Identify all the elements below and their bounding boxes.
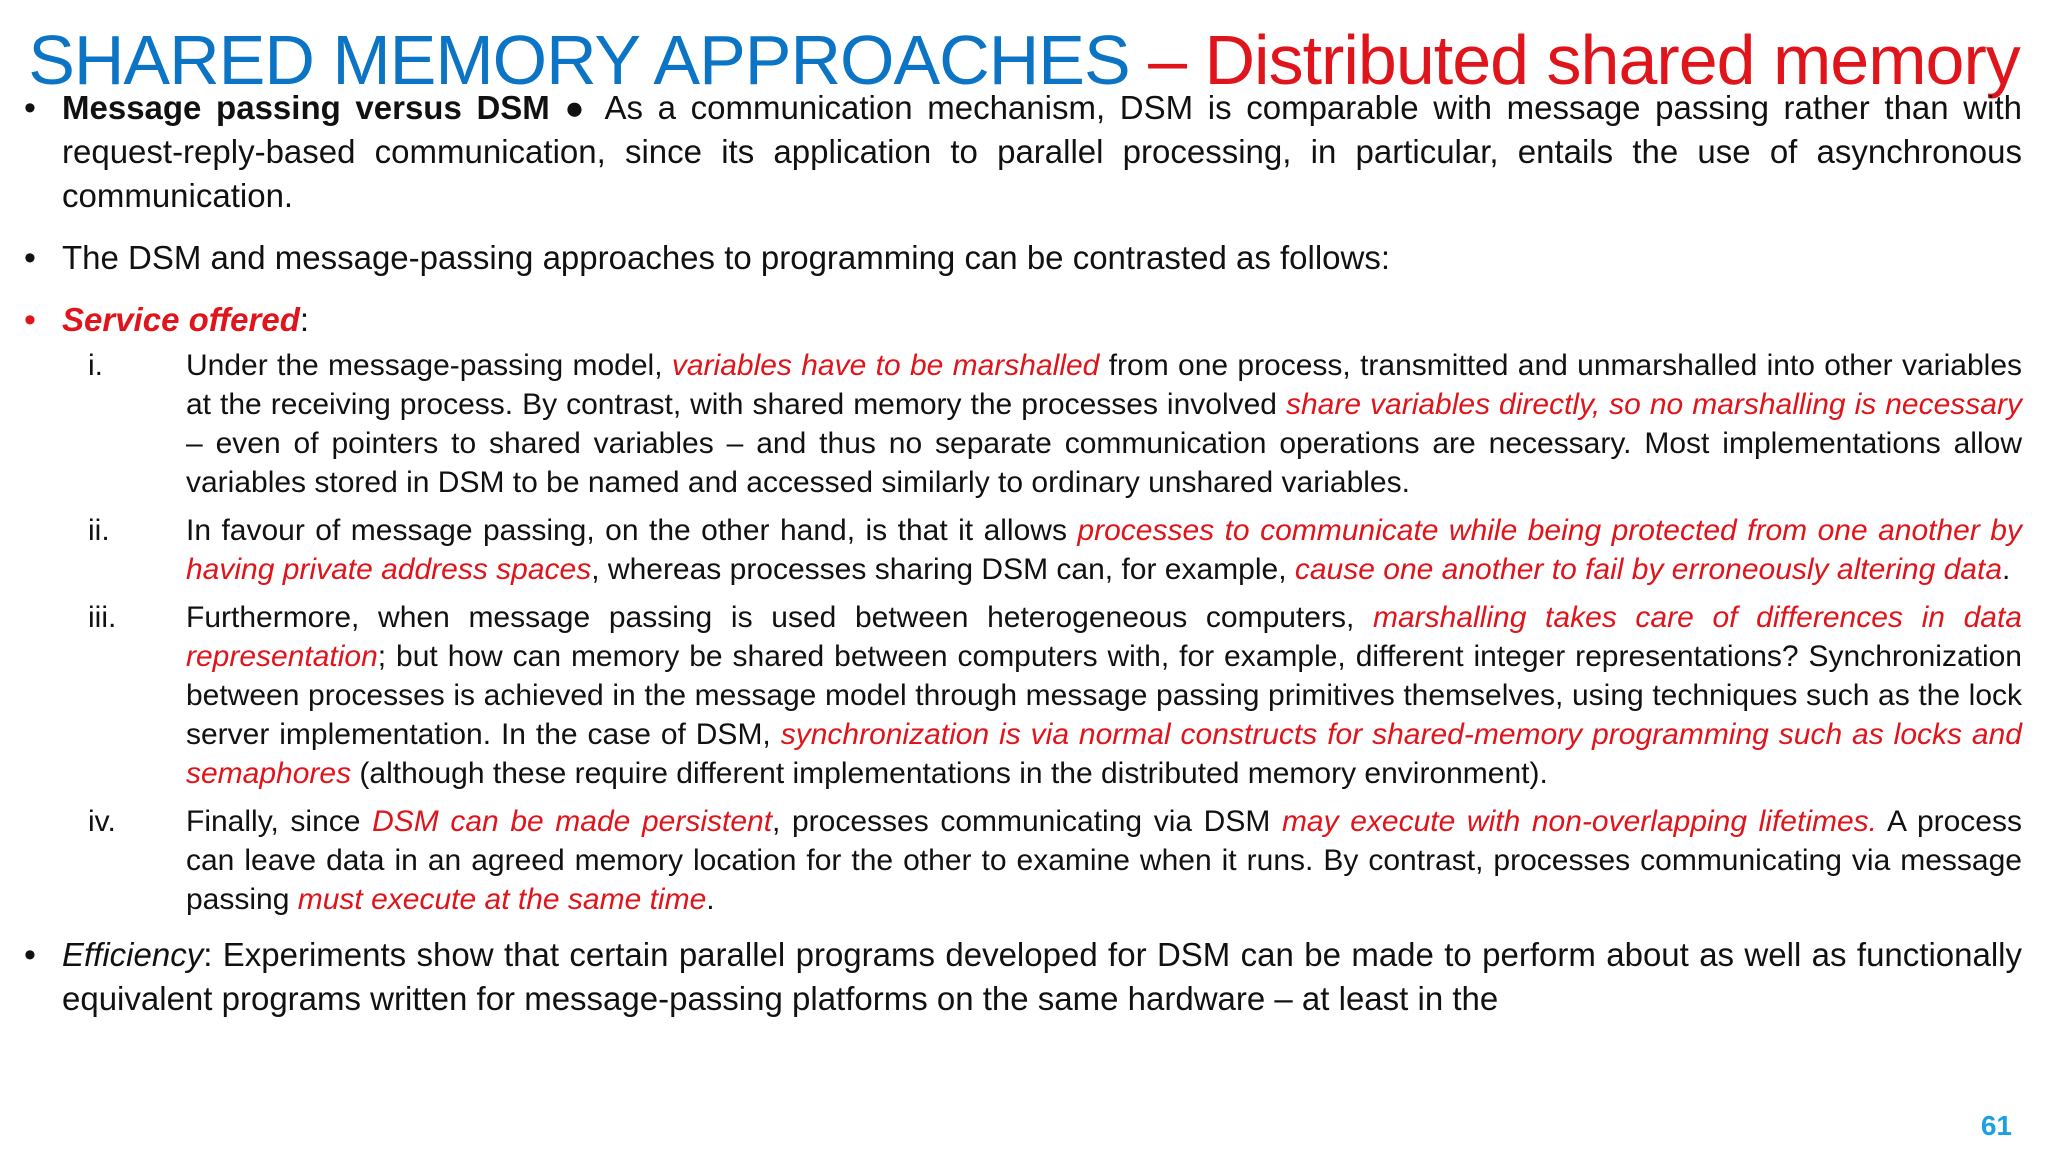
bullet-contrast-intro [24, 236, 2022, 280]
list-item-text: Furthermore, when message passing is used between heterogeneous computers, [186, 601, 1373, 634]
list-item [88, 598, 2022, 793]
list-item-text: (although these require different implementations in the distributed memory environment). [351, 757, 1548, 790]
list-item-highlight: may execute with non-overlapping lifetimes. [1281, 805, 1878, 838]
list-item-number: iv. [88, 805, 116, 838]
list-item-text: ; but how can memory be shared between computers with, for example, different integer representations? Synchronization between processes is achieved in the message model through message passing primitives themselves, using techniques such as the lock server implementation. In the case of DSM, [186, 640, 2022, 751]
bullet-message-passing-vs-dsm [24, 86, 2022, 218]
title-subtitle: Distributed shared memory [1204, 21, 2020, 99]
list-item-highlight: must execute at the same time [297, 883, 707, 916]
bullet-service-offered [24, 298, 2022, 342]
slide-content [24, 86, 2022, 1039]
list-item-highlight: variables have to be marshalled [671, 349, 1100, 382]
list-item-text: . [706, 883, 715, 916]
bullet-colon: : [299, 301, 310, 338]
list-item [88, 802, 2022, 919]
list-item-highlight: marshalling takes care of differences in data representation [186, 601, 2022, 673]
bullet-efficiency [24, 933, 2022, 1021]
inline-bullet-marker: ● [549, 89, 605, 126]
bullet-text: : Experiments show that certain parallel programs developed for DSM can be made to perform about as well as functionally equivalent programs written for message-passing platforms on the same hardware – at least in the [62, 936, 2022, 1017]
bullet-marker: • [24, 239, 36, 277]
bullet-text: The DSM and message-passing approaches to programming can be contrasted as follows: [62, 239, 1391, 276]
list-item-text: , processes communicating via DSM [772, 805, 1282, 838]
list-item-highlight: DSM can be made persistent [372, 805, 773, 838]
bullet-bold-lead: Message passing versus DSM [62, 89, 550, 126]
bullet-marker: • [24, 89, 36, 127]
list-item-number: ii. [88, 514, 110, 547]
title-main: SHARED MEMORY APPROACHES [28, 21, 1130, 99]
list-item [88, 346, 2022, 502]
list-item-highlight: processes to communicate while being protected from one another by having private address spaces [186, 514, 2022, 586]
list-item-text: In favour of message passing, on the other hand, is that it allows [186, 514, 1078, 547]
page-number: 61 [1980, 1110, 2012, 1141]
list-item-text: , whereas processes sharing DSM can, for example, [591, 553, 1295, 586]
title-separator: – [1129, 21, 1205, 99]
list-item-highlight: cause one another to fail by erroneously altering data [1294, 553, 2002, 586]
bullet-marker: • [24, 936, 36, 974]
list-item-text: A process can leave data in an agreed memory location for the other to examine when it runs. By contrast, processes communicating via message passing [186, 805, 2022, 916]
list-item-number: i. [88, 349, 103, 382]
list-item-text: – even of pointers to shared variables – and thus no separate communication operations are necessary. Most implementations allow variables stored in DSM to be named and accessed similarly to ordinary unshared variables. [186, 427, 2022, 499]
list-item-highlight: synchronization is via normal constructs for shared-memory programming such as locks and semaphores [186, 718, 2022, 790]
bullet-text: As a communication mechanism, DSM is comparable with message passing rather than with request-reply-based communication, since its application to parallel processing, in particular, entails the use of asynchronous communication. [62, 89, 2022, 214]
list-item [88, 511, 2022, 589]
list-item-text: Finally, since [186, 805, 373, 838]
list-item-highlight: share variables directly, so no marshalling is necessary [1285, 388, 2022, 421]
bullet-marker: • [24, 301, 36, 339]
list-item-text: Under the message-passing model, [186, 349, 672, 382]
bullet-heading: Service offered [62, 301, 300, 338]
list-item-text: . [2002, 553, 2011, 586]
bullet-heading: Efficiency [62, 936, 204, 973]
list-item-text: from one process, transmitted and unmarshalled into other variables at the receiving process. By contrast, with shared memory the processes involved [186, 349, 2023, 421]
list-item-number: iii. [88, 601, 117, 634]
service-offered-list [88, 346, 2022, 919]
